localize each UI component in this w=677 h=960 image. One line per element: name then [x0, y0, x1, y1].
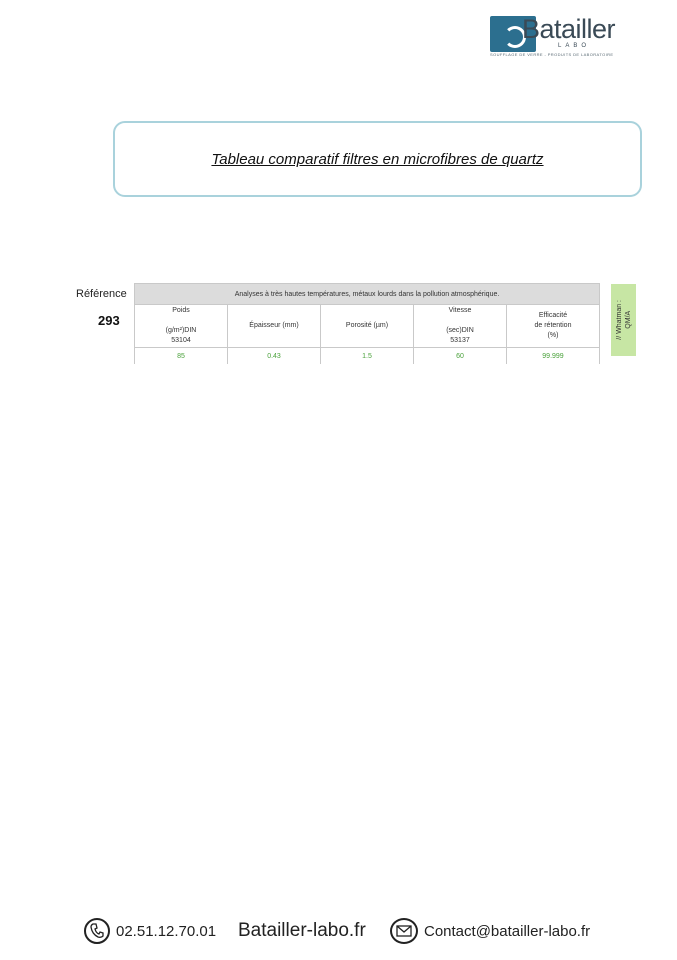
column-header-efficiency: Efficacité de rétention (%)	[507, 305, 600, 348]
value-thickness: 0.43	[228, 348, 321, 365]
phone-number: 02.51.12.70.01	[116, 922, 217, 940]
title-box	[113, 121, 642, 197]
email-link[interactable]: Contact@batailler-labo.fr	[424, 922, 591, 940]
value-efficiency: 99.999	[507, 348, 600, 365]
equivalent-tag	[611, 284, 636, 356]
equivalent-tag-text: // Whatman : QM/A	[615, 300, 632, 340]
spec-table	[134, 283, 600, 364]
reference-label: Référence	[76, 288, 127, 300]
column-header-porosity: Porosité (µm)	[321, 305, 414, 348]
website-link[interactable]: Batailler-labo.fr	[238, 920, 366, 941]
footer	[84, 915, 604, 947]
table-row	[135, 348, 600, 365]
value-weight: 85	[135, 348, 228, 365]
page-title: Tableau comparatif filtres en microfibres de quartz	[211, 150, 544, 168]
table-header-row	[135, 284, 600, 305]
company-logo	[490, 14, 630, 60]
logo-wordmark: Batailler	[522, 14, 616, 44]
phone-icon	[84, 918, 110, 944]
logo-subtitle: LABO	[558, 43, 591, 49]
table-column-row	[135, 305, 600, 348]
footer-email[interactable]	[390, 915, 590, 947]
column-header-thickness: Épaisseur (mm)	[228, 305, 321, 348]
column-header-speed: Vitesse (sec)DIN 53137	[414, 305, 507, 348]
value-speed: 60	[414, 348, 507, 365]
footer-phone	[84, 915, 216, 947]
reference-number: 293	[98, 313, 120, 328]
table-heading: Analyses à très hautes températures, métaux lourds dans la pollution atmosphérique.	[135, 284, 600, 305]
mail-icon	[390, 918, 418, 944]
logo-tagline: SOUFFLAGE DE VERRE - PRODUITS DE LABORATOIRE	[490, 52, 614, 57]
value-porosity: 1.5	[321, 348, 414, 365]
footer-website[interactable]	[238, 915, 366, 947]
column-header-weight: Poids (g/m²)DIN 53104	[135, 305, 228, 348]
